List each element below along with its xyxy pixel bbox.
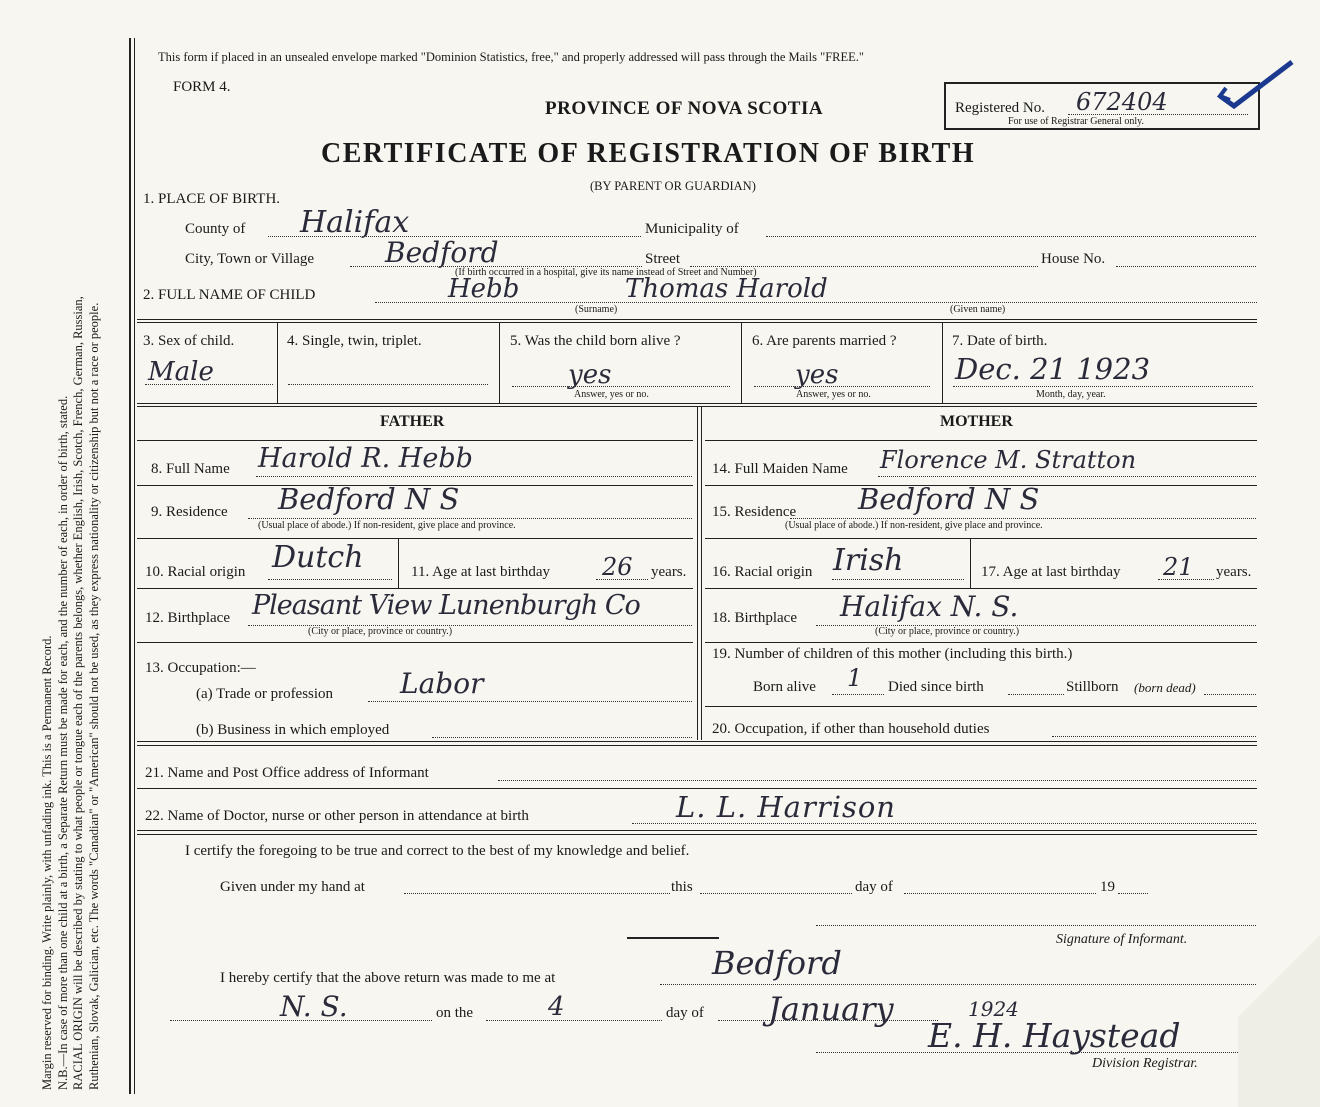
postal-note: This form if placed in an unsealed envelope marked "Dominion Statistics, free," and properly addressed will pass through the Mails "FREE.": [158, 50, 865, 64]
mother-heading: MOTHER: [940, 413, 1013, 430]
child-name-label: 2. FULL NAME OF CHILD: [143, 287, 316, 303]
return-month-value: January: [768, 990, 894, 1028]
born-alive-note: Answer, yes or no.: [574, 389, 649, 400]
married-note: Answer, yes or no.: [796, 389, 871, 400]
return-place-value: Bedford: [712, 944, 842, 982]
father-name-label: 8. Full Name: [151, 461, 230, 477]
certificate-title: CERTIFICATE OF REGISTRATION OF BIRTH: [321, 138, 976, 169]
margin-notes: [40, 30, 102, 1090]
county-value: Halifax: [300, 205, 410, 240]
registered-label: Registered No.: [955, 100, 1045, 116]
city-label: City, Town or Village: [185, 251, 315, 267]
place-heading: 1. PLACE OF BIRTH.: [143, 191, 281, 207]
on-the-label: on the: [436, 1005, 474, 1021]
mother-race-value: Irish: [833, 543, 904, 578]
province-heading: PROVINCE OF NOVA SCOTIA: [545, 98, 824, 119]
municipality-label: Municipality of: [645, 221, 739, 237]
father-age-label: 11. Age at last birthday: [411, 564, 550, 580]
doctor-label: 22. Name of Doctor, nurse or other person in attendance at birth: [145, 808, 529, 824]
form-number: FORM 4.: [173, 79, 231, 95]
dob-note: Month, day, year.: [1036, 389, 1106, 400]
father-age-value: 26: [602, 553, 633, 581]
return-province-value: N. S.: [280, 990, 348, 1023]
margin-line-3: RACIAL ORIGIN will be described by stating to what people or tongue each of the parents belongs, whether English, Irish, Scotch, French, German, Russian,: [71, 296, 85, 1090]
father-years: years.: [651, 564, 687, 580]
business-label: (b) Business in which employed: [196, 722, 390, 738]
trade-value: Labor: [400, 667, 484, 700]
county-label: County of: [185, 221, 246, 237]
doctor-value: L. L. Harrison: [676, 790, 896, 824]
dob-value: Dec. 21 1923: [955, 352, 1151, 386]
surname-note: (Surname): [575, 304, 618, 315]
informant-label: 21. Name and Post Office address of Informant: [145, 765, 429, 781]
child-given-name: Thomas Harold: [625, 274, 828, 304]
certificate-subtitle: (BY PARENT OR GUARDIAN): [590, 179, 756, 193]
this-label: this: [671, 879, 693, 895]
father-race-label: 10. Racial origin: [145, 564, 246, 580]
given-under-label: Given under my hand at: [220, 879, 365, 895]
margin-line-1: Margin reserved for binding. Write plainly, with unfading ink. This is a Permanent Record.: [40, 635, 54, 1090]
informant-signature-label: Signature of Informant.: [1056, 932, 1188, 947]
margin-rule: [129, 38, 131, 1094]
stillborn-label: Stillborn: [1066, 679, 1119, 695]
sex-label: 3. Sex of child.: [143, 333, 235, 349]
born-alive-value: yes: [568, 360, 612, 390]
return-statement: I hereby certify that the above return was made to me at: [220, 970, 556, 986]
sex-value: Male: [148, 357, 214, 387]
children-count-label: 19. Number of children of this mother (including this birth.): [712, 646, 1073, 662]
registered-note: For use of Registrar General only.: [1008, 116, 1144, 127]
father-birthplace-value: Pleasant View Lunenburgh Co: [252, 590, 640, 621]
check-mark-icon: [1212, 56, 1302, 116]
born-alive-label: 5. Was the child born alive ?: [510, 333, 681, 349]
father-race-value: Dutch: [272, 540, 364, 575]
given-name-note: (Given name): [950, 304, 1006, 315]
mother-birthplace-value: Halifax N. S.: [840, 590, 1019, 623]
stillborn-note: (born dead): [1134, 680, 1196, 695]
margin-rule-inner: [134, 38, 135, 1094]
born-alive-count-label: Born alive: [753, 679, 816, 695]
plurality-label: 4. Single, twin, triplet.: [287, 333, 422, 349]
return-day-of-label: day of: [666, 1005, 704, 1021]
registrar-label: Division Registrar.: [1092, 1056, 1198, 1071]
margin-line-4: Ruthenian, Slovak, Galician, etc. The words "Canadian" or "American" should not be used, as they express nationality or citizenship but not a race or people.: [86, 302, 101, 1090]
street-label: Street: [645, 251, 680, 267]
paper-fold: [1238, 900, 1320, 1107]
occupation-label: 13. Occupation:—: [145, 660, 256, 676]
return-year-value: 1924: [968, 997, 1019, 1021]
registrar-signature: E. H. Haystead: [928, 1016, 1181, 1055]
father-residence-value: Bedford N S: [278, 482, 460, 516]
mother-birthplace-label: 18. Birthplace: [712, 610, 797, 626]
certify-statement: I certify the foregoing to be true and correct to the best of my knowledge and belief.: [185, 843, 690, 859]
father-heading: FATHER: [380, 413, 445, 430]
day-of-label: day of: [855, 879, 893, 895]
return-day-value: 4: [548, 992, 565, 1022]
married-value: yes: [795, 360, 839, 390]
mother-race-label: 16. Racial origin: [712, 564, 813, 580]
father-residence-label: 9. Residence: [151, 504, 228, 520]
mother-occupation-label: 20. Occupation, if other than household duties: [712, 721, 990, 737]
mother-residence-note: (Usual place of abode.) If non-resident, give place and province.: [785, 520, 1043, 531]
born-alive-count-value: 1: [847, 664, 863, 692]
father-name-value: Harold R. Hebb: [258, 443, 473, 474]
city-value: Bedford: [385, 236, 499, 269]
house-label: House No.: [1041, 251, 1106, 267]
married-label: 6. Are parents married ?: [752, 333, 897, 349]
mother-residence-value: Bedford N S: [858, 482, 1040, 516]
dob-label: 7. Date of birth.: [952, 333, 1048, 349]
mother-age-value: 21: [1163, 553, 1194, 581]
year-prefix: 19: [1100, 879, 1115, 895]
father-birthplace-label: 12. Birthplace: [145, 610, 230, 626]
child-surname: Hebb: [448, 274, 520, 304]
mother-years: years.: [1216, 564, 1252, 580]
father-residence-note: (Usual place of abode.) If non-resident, give place and province.: [258, 520, 516, 531]
mother-age-label: 17. Age at last birthday: [981, 564, 1121, 580]
trade-label: (a) Trade or profession: [196, 686, 334, 702]
mother-birthplace-note: (City or place, province or country.): [875, 626, 1020, 637]
mother-name-label: 14. Full Maiden Name: [712, 461, 848, 477]
mother-residence-label: 15. Residence: [712, 504, 797, 520]
father-birthplace-note: (City or place, province or country.): [308, 626, 453, 637]
mother-name-value: Florence M. Stratton: [880, 446, 1137, 474]
margin-line-2: N.B.—In case of more than one child at a birth, a Separate Return must be made for each, and the number of each, in order of birth, stated.: [55, 395, 70, 1090]
died-label: Died since birth: [888, 679, 984, 695]
registered-number: 672404: [1076, 88, 1168, 116]
hospital-note: (If birth occurred in a hospital, give its name instead of Street and Number): [455, 267, 757, 278]
